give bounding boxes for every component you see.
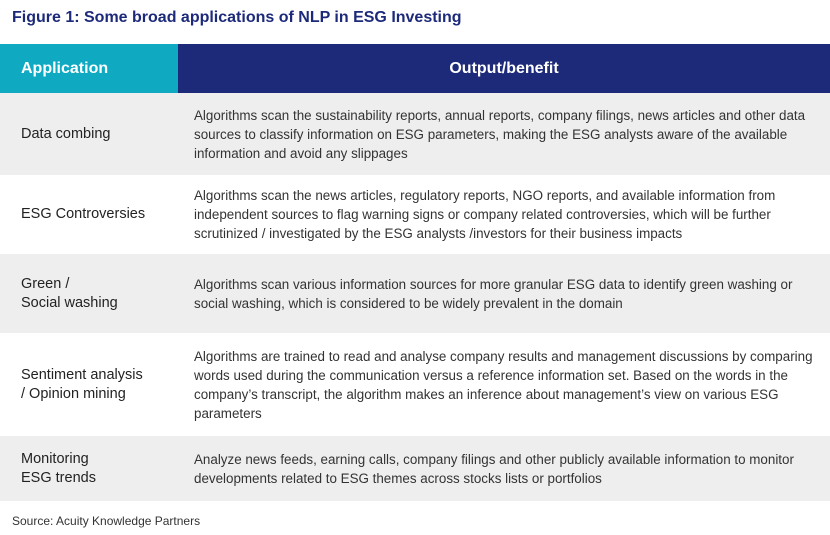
row-output: Algorithms scan the news articles, regulatory reports, NGO reports, and available information from independent sources to flag warning signs or company related controversies, which will be further scrutinized / investigated by the ESG analysts /investors for their business impacts [194, 188, 776, 241]
applications-table [0, 44, 830, 501]
header-output-benefit: Output/benefit [178, 44, 830, 93]
row-output: Analyze news feeds, earning calls, company filings and other publicly available information to monitor developments related to ESG themes across stocks lists or portfolios [194, 451, 794, 486]
table-row [0, 175, 830, 254]
row-output: Algorithms are trained to read and analyse company results and management discussions by comparing words used during the communication versus a reference information set. Based on the words in the company’s transcript, the algorithm makes an inference about management’s view on various ESG parameters [194, 348, 813, 421]
table-row [0, 436, 830, 501]
row-application: ESG Controversies [21, 206, 146, 222]
header-application: Application [0, 44, 178, 93]
figure-title: Figure 1: Some broad applications of NLP in ESG Investing [12, 9, 462, 26]
row-application: Data combing [21, 125, 111, 142]
row-application: Green / Social washing [21, 275, 118, 311]
table-header [0, 44, 830, 93]
row-output: Algorithms scan the sustainability reports, annual reports, company filings, news articles and other data sources to classify information on ESG parameters, making the ESG analysts aware of the available information and avoid any slippages [194, 107, 806, 161]
table-row [0, 93, 830, 175]
row-output: Algorithms scan various information sources for more granular ESG data to identify green washing or social washing, which is considered to be widely prevalent in the domain [194, 276, 793, 311]
table-row [0, 254, 830, 333]
source-note: Source: Acuity Knowledge Partners [12, 514, 201, 528]
row-application: Monitoring ESG trends [21, 450, 96, 486]
row-application: Sentiment analysis / Opinion mining [21, 366, 143, 402]
table-row [0, 333, 830, 436]
